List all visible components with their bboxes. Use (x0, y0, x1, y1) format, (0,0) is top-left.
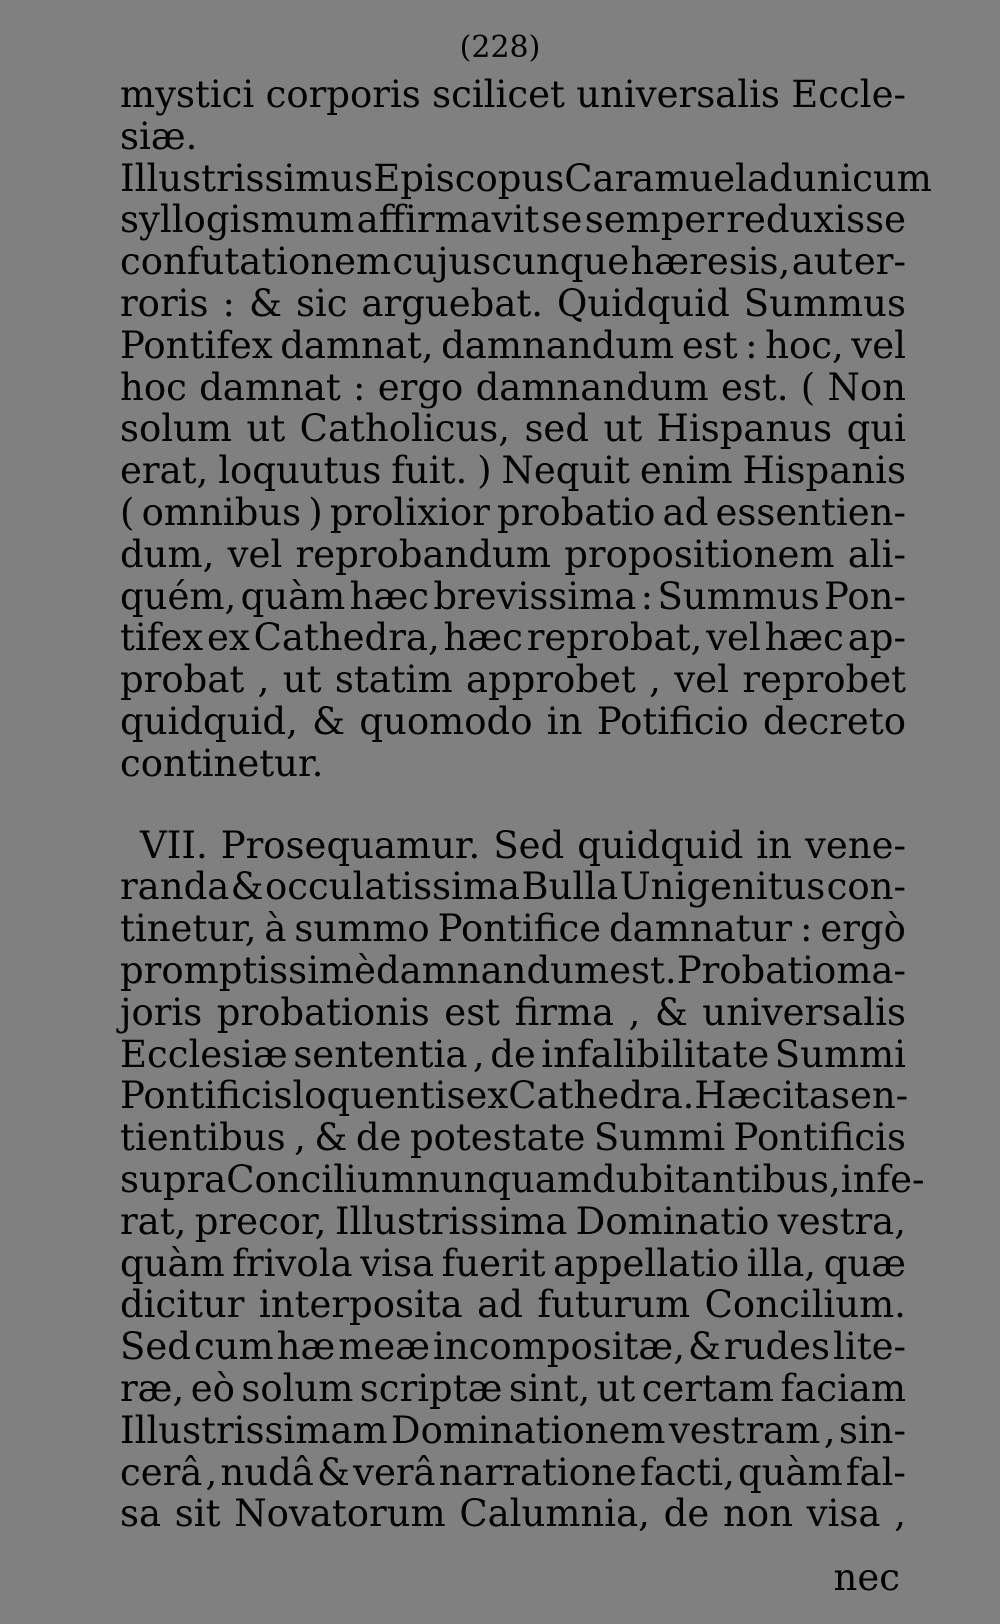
word: qui (846, 407, 906, 451)
text-line: siæ. (120, 114, 198, 158)
text-line (120, 825, 906, 867)
word: roris (120, 281, 209, 325)
text-line (120, 325, 906, 367)
word: unicum (792, 156, 932, 200)
word: probationis (216, 990, 430, 1034)
word: essentien- (715, 490, 906, 534)
word: randa (120, 865, 230, 909)
word: Pon- (823, 574, 906, 618)
text-line (120, 992, 906, 1034)
word: : (222, 281, 235, 325)
word: precor, (194, 1199, 327, 1243)
word: de (355, 1116, 402, 1160)
word: frivola (232, 1241, 353, 1285)
word: scilicet (432, 73, 565, 116)
word: quàm (120, 1241, 225, 1285)
word: ad (477, 1283, 523, 1327)
word: ita (782, 1074, 831, 1118)
word: vene- (804, 823, 906, 867)
word: nudâ (220, 1450, 314, 1494)
word: Pontificis (120, 1074, 293, 1118)
paragraph-1 (120, 74, 906, 158)
word: sint, (508, 1366, 591, 1410)
word: vel (227, 532, 283, 576)
word: & (230, 865, 264, 909)
word: hæc (764, 616, 844, 660)
word: est (444, 990, 501, 1034)
text-line (120, 283, 906, 325)
word: certam (641, 1366, 775, 1410)
word: arguebat. (361, 281, 544, 325)
word: Illustrissima (334, 1199, 568, 1243)
word: infe- (840, 1157, 925, 1201)
word: omnibus (141, 490, 302, 534)
word: cujuscunque (392, 240, 630, 284)
word: hæ (276, 1325, 336, 1369)
word: : (640, 574, 654, 618)
word: propositionem (564, 532, 835, 576)
text-line (120, 1157, 925, 1201)
word: Quidquid (557, 281, 730, 325)
word: hæc (349, 574, 429, 618)
word: ) (308, 490, 323, 534)
word: : (352, 365, 366, 409)
word: rat, (120, 1199, 187, 1243)
word: Hispanus (656, 407, 833, 451)
word: , (649, 658, 661, 702)
text-line (120, 408, 906, 450)
text-line (120, 866, 906, 908)
word: & (248, 281, 282, 325)
section-gap (120, 785, 906, 825)
word: tinetur, (120, 907, 257, 951)
text-line (120, 1493, 906, 1535)
word: erat, (120, 449, 209, 493)
word: supra (120, 1157, 227, 1201)
word: à (264, 907, 287, 951)
word: sed (524, 407, 590, 451)
word: Dominatio (575, 1199, 770, 1243)
word: , (205, 1450, 218, 1494)
word: dum, (120, 532, 215, 576)
word: cerâ (120, 1450, 203, 1494)
word: Dominationem (390, 1408, 666, 1452)
word: Bulla (521, 865, 619, 909)
word: ad (662, 490, 709, 534)
word: ergo (377, 365, 464, 409)
word: reprobandum (295, 532, 551, 576)
word: Catholicus, (299, 407, 510, 451)
word: Summi (593, 1116, 726, 1160)
word: brevissima (433, 574, 637, 618)
word: Episcopus (373, 156, 565, 200)
word: & (312, 699, 346, 743)
word: est. (721, 365, 789, 409)
word: ergò (820, 907, 906, 951)
word: ( (120, 490, 135, 534)
word: , (894, 1492, 906, 1536)
word: vel (851, 323, 906, 367)
word: rudes (723, 1325, 831, 1369)
text-line (120, 1074, 909, 1118)
word: Probatio (676, 948, 837, 992)
word: Non (827, 365, 906, 409)
word: & (654, 990, 688, 1034)
word: visa (806, 1492, 881, 1536)
word: occulatissima (264, 865, 521, 909)
word: Eccle- (791, 73, 906, 116)
word: Hæc (694, 1074, 783, 1118)
word: reprobat, (526, 616, 703, 660)
word: Pontifice (437, 907, 602, 951)
word: cum (193, 1325, 274, 1369)
word: promptissimè (120, 948, 376, 992)
word: ex (206, 616, 250, 660)
word: hoc, (765, 323, 844, 367)
text-line (120, 1117, 906, 1159)
word: hoc (120, 365, 187, 409)
text-line (120, 1368, 906, 1410)
catchword: nec (833, 1556, 900, 1599)
text-line (120, 1034, 906, 1076)
word: visa (360, 1241, 435, 1285)
word: damnandum (441, 323, 675, 367)
text-line (120, 576, 906, 618)
word: firma (514, 990, 615, 1034)
word: Summus (743, 281, 906, 325)
word: Illustrissimus (120, 156, 374, 200)
word: Concilium. (704, 1283, 906, 1327)
paragraph-3 (120, 823, 925, 1536)
word: reduxisse (726, 198, 906, 242)
word: infalibilitate (541, 1032, 770, 1076)
word: ut (603, 407, 643, 451)
text-line (120, 950, 906, 992)
word: & (687, 1325, 721, 1369)
word: lite- (833, 1325, 906, 1369)
word: de (490, 1032, 536, 1076)
word: solum (120, 407, 233, 451)
word: ma- (836, 948, 906, 992)
text-line (120, 1452, 906, 1494)
word: verâ (353, 1450, 436, 1494)
word: non (722, 1492, 793, 1536)
word: Pontificis (733, 1116, 906, 1160)
word: futurum (537, 1283, 691, 1327)
word: ex (465, 1074, 509, 1118)
word: loquentis (292, 1074, 466, 1118)
word: vestram (668, 1408, 821, 1452)
word: nunquam (415, 1157, 592, 1201)
word: decreto (762, 699, 906, 743)
word: quidquid, (120, 699, 298, 743)
word: sa (120, 1492, 162, 1536)
word: sententia (293, 1032, 468, 1076)
word: enim (639, 449, 733, 493)
word: quém, (120, 574, 237, 618)
word: scriptæ (359, 1366, 503, 1410)
word: dubitantibus, (591, 1157, 841, 1201)
text-line (120, 659, 906, 701)
word: eò (190, 1366, 235, 1410)
word: sit (174, 1492, 221, 1536)
word: universalis (576, 73, 780, 116)
word: fal- (845, 1450, 906, 1494)
word: er- (853, 240, 906, 284)
word: universalis (702, 990, 906, 1034)
text-line (120, 367, 906, 409)
text-line (120, 450, 906, 492)
word: prolixior (329, 490, 490, 534)
word: narratione (438, 1450, 637, 1494)
word: damnatur (608, 907, 793, 951)
word: quàm (240, 574, 346, 618)
word: ap- (847, 616, 906, 660)
word: ut (246, 407, 286, 451)
word: sin- (838, 1408, 906, 1452)
word: ) (477, 449, 492, 493)
text-line: continetur. (120, 741, 324, 785)
word: meæ (338, 1325, 430, 1369)
text-line (120, 617, 906, 659)
word: ræ, (120, 1366, 185, 1410)
word: corporis (265, 73, 421, 116)
word: fuerit (441, 1241, 546, 1285)
text-line (120, 74, 906, 116)
word: quæ (823, 1241, 906, 1285)
word: faciam (780, 1366, 906, 1410)
text-line (120, 701, 906, 743)
word: ad (747, 156, 793, 200)
word: interposita (258, 1283, 463, 1327)
text-line (120, 908, 906, 950)
word: potestate (409, 1116, 586, 1160)
text-line (120, 241, 906, 283)
text-line (120, 1326, 906, 1368)
text-line (120, 199, 906, 241)
paragraph-2 (120, 156, 932, 785)
word: incompositæ, (433, 1325, 685, 1369)
word: , (257, 658, 270, 702)
word: , (823, 1408, 836, 1452)
word: in (756, 823, 792, 867)
word: ut (596, 1366, 636, 1410)
word: loquutus (218, 449, 382, 493)
word: hæc (443, 616, 523, 660)
word: ut (282, 658, 322, 702)
word: facti, (639, 1450, 735, 1494)
word: Cathedra, (253, 616, 440, 660)
word: Unigenitus (619, 865, 826, 909)
word: probat (120, 658, 245, 702)
word: aut (791, 240, 853, 284)
word: sic (295, 281, 348, 325)
word: quidquid (577, 823, 744, 867)
word: : (745, 323, 758, 367)
word: vel (674, 658, 729, 702)
word: Cathedra. (508, 1074, 695, 1118)
word: ( (800, 365, 816, 409)
word: quomodo (359, 699, 533, 743)
word: probatio (497, 490, 656, 534)
text-line (120, 534, 906, 576)
word: , (294, 1116, 306, 1160)
page-number: (228) (459, 30, 541, 65)
word: summo (294, 907, 430, 951)
text-line (120, 1243, 906, 1285)
text-line (120, 156, 932, 200)
word: Prosequamur. (220, 823, 481, 867)
word: ali- (847, 532, 906, 576)
word: semper (584, 198, 724, 242)
text-line (120, 1201, 906, 1243)
word: Illustrissimam (120, 1408, 388, 1452)
word: fuit. (391, 449, 468, 493)
word: Calumnia, (459, 1492, 650, 1536)
text-line (120, 1410, 906, 1452)
word: tifex (120, 616, 204, 660)
word: est. (609, 948, 677, 992)
word: & (314, 1116, 348, 1160)
word: confutationem (120, 240, 392, 284)
word: Novatorum (234, 1492, 446, 1536)
word: Hispanis (742, 449, 906, 493)
word: , (472, 1032, 485, 1076)
word: damnandum (375, 948, 610, 992)
word: Sed (120, 1325, 191, 1369)
word: Summus (657, 574, 820, 618)
page-body (120, 73, 932, 1536)
word: quàm (738, 1450, 843, 1494)
word: damnat (199, 365, 341, 409)
word: : (800, 907, 813, 951)
word: Summi (774, 1032, 906, 1076)
word: , (628, 990, 641, 1034)
word: solum (241, 1366, 354, 1410)
word: reprobet (742, 658, 906, 702)
word: Potificio (596, 699, 749, 743)
word: hæresis, (630, 240, 791, 284)
word: approbet (465, 658, 636, 702)
word: Nequit (501, 449, 630, 493)
text-line (120, 492, 906, 534)
text-line (120, 1284, 906, 1326)
word: & (316, 1450, 350, 1494)
word: statim (334, 658, 453, 702)
word: mystici (120, 73, 255, 116)
word: tientibus (120, 1116, 286, 1160)
word: sen- (830, 1074, 909, 1118)
word: est (681, 323, 738, 367)
word: VII. (140, 823, 208, 867)
word: dicitur (120, 1283, 245, 1327)
word: se (541, 198, 583, 242)
word: vestra, (777, 1199, 906, 1243)
word: in (546, 699, 583, 743)
word: joris (120, 990, 203, 1034)
word: Caramuel (564, 156, 747, 200)
word: syllogismum (120, 198, 355, 242)
word: illa, (746, 1241, 817, 1285)
word: de (663, 1492, 710, 1536)
word: appellatio (553, 1241, 740, 1285)
word: Sed (493, 823, 565, 867)
word: affirmavit (356, 198, 540, 242)
word: damnandum (475, 365, 709, 409)
word: vel (706, 616, 761, 660)
word: damnat, (280, 323, 434, 367)
word: Pontifex (120, 323, 273, 367)
word: con- (826, 865, 906, 909)
word: Ecclesiæ (120, 1032, 288, 1076)
word: Concilium (226, 1157, 416, 1201)
